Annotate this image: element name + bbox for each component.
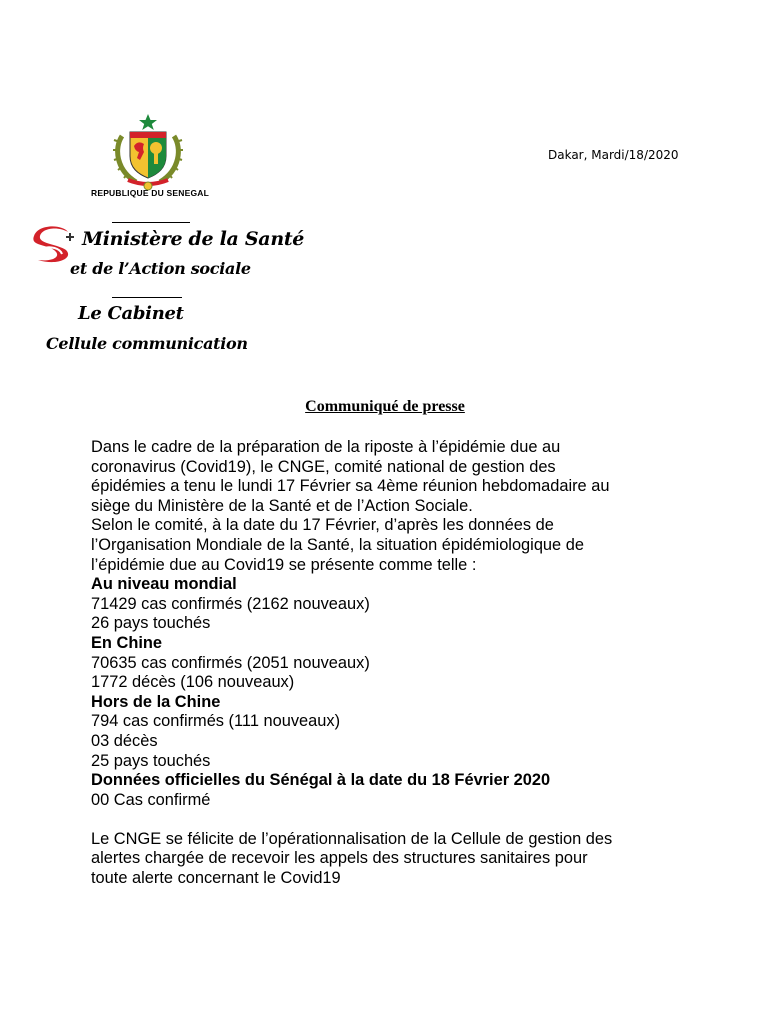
section-heading-china: En Chine xyxy=(91,633,163,652)
cabinet-label: Le Cabinet xyxy=(78,303,184,324)
dateline: Dakar, Mardi/18/2020 xyxy=(548,148,679,162)
senegal-coat-of-arms-icon xyxy=(110,112,186,192)
stat-line: 26 pays touchés xyxy=(91,614,211,633)
body-line: Selon le comité, à la date du 17 Février, d’après les données de xyxy=(91,516,554,535)
divider xyxy=(112,297,182,298)
stat-line: 70635 cas confirmés (2051 nouveaux) xyxy=(91,653,370,672)
section-heading-senegal: Données officielles du Sénégal à la date du 18 Février 2020 xyxy=(91,771,551,790)
press-release-title: Communiqué de presse xyxy=(305,398,465,415)
ministry-name-line1: Ministère de la Santé xyxy=(82,228,305,250)
closing-line: Le CNGE se félicite de l’opérationnalisation de la Cellule de gestion des xyxy=(91,829,613,848)
closing-line: alertes chargée de recevoir les appels des structures sanitaires pour xyxy=(91,849,588,868)
closing-line: toute alerte concernant le Covid19 xyxy=(91,869,341,888)
section-heading-outside-china: Hors de la Chine xyxy=(91,692,221,711)
stat-line: 71429 cas confirmés (2162 nouveaux) xyxy=(91,594,370,613)
communication-cell-label: Cellule communication xyxy=(46,334,248,353)
body-line: l’Organisation Mondiale de la Santé, la situation épidémiologique de xyxy=(91,535,584,554)
stat-line: 1772 décès (106 nouveaux) xyxy=(91,673,295,692)
paragraph-gap xyxy=(91,810,691,830)
section-heading-world: Au niveau mondial xyxy=(91,575,237,594)
stat-line: 794 cas confirmés (111 nouveaux) xyxy=(91,712,341,731)
stat-line: 25 pays touchés xyxy=(91,751,211,770)
ministry-name-line2: et de l’Action sociale xyxy=(70,259,251,278)
body-line: Dans le cadre de la préparation de la riposte à l’épidémie due au xyxy=(91,438,561,456)
body-line: l’épidémie due au Covid19 se présente comme telle : xyxy=(91,555,477,574)
stat-line: 03 décès xyxy=(91,731,158,750)
press-release-body xyxy=(91,438,691,889)
body-line: coronavirus (Covid19), le CNGE, comité national de gestion des xyxy=(91,457,556,476)
stat-line: 00 Cas confirmé xyxy=(91,790,211,809)
body-line: épidémies a tenu le lundi 17 Février sa 4ème réunion hebdomadaire au xyxy=(91,477,610,496)
body-line: siège du Ministère de la Santé et de l’Action Sociale. xyxy=(91,496,473,515)
republic-label: REPUBLIQUE DU SENEGAL xyxy=(90,188,210,198)
divider xyxy=(112,222,190,223)
